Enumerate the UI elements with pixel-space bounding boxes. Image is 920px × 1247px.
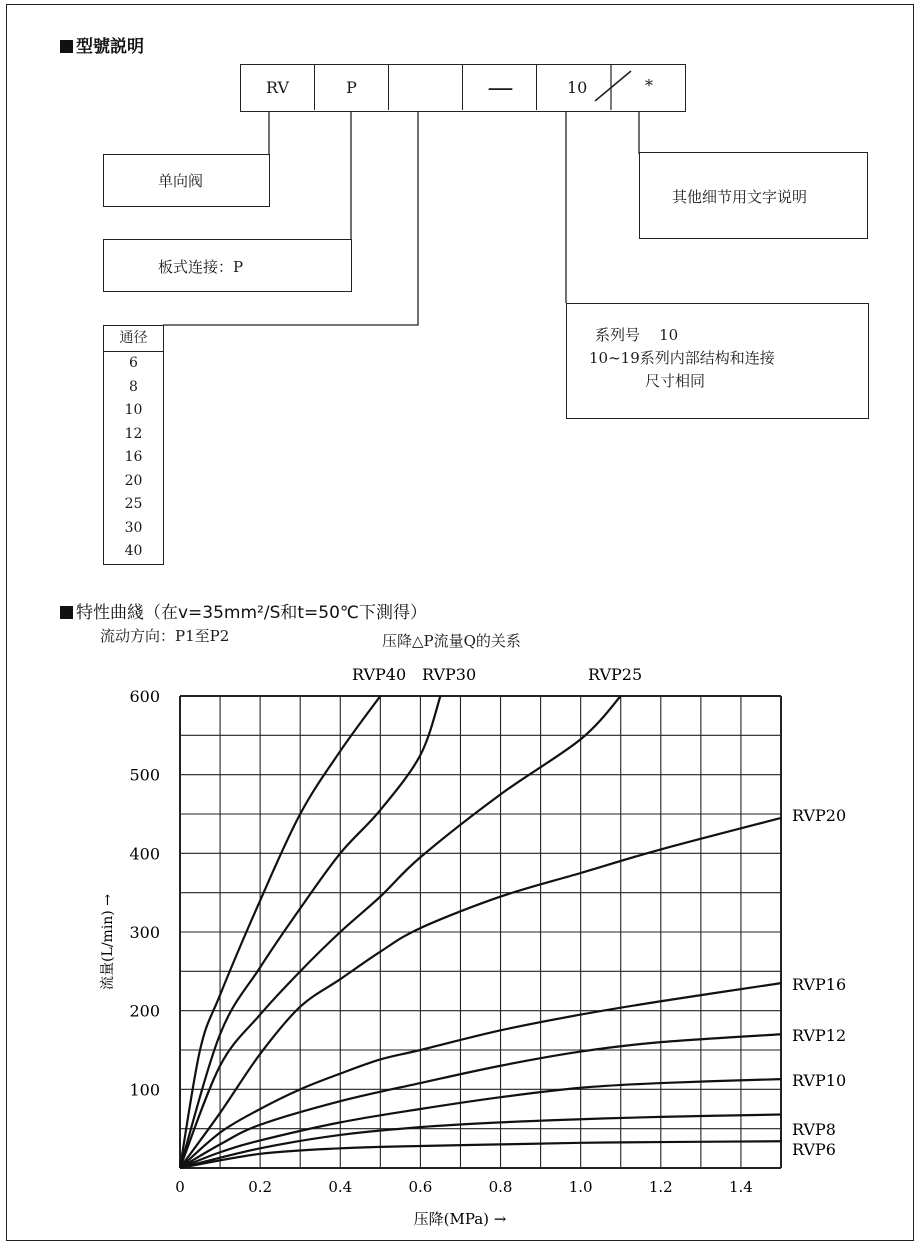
curve-section-title [60, 598, 427, 623]
diameter-row: 6 [129, 355, 138, 371]
diameter-row: 12 [124, 425, 143, 442]
series-label-rvp8: RVP8 [792, 1120, 836, 1139]
x-tick-label: 1.2 [648, 1178, 673, 1196]
code-cell-other: * [645, 76, 653, 95]
series-description-label: 10~19系列内部结构和连接 [589, 349, 775, 367]
code-cell-p: P [315, 65, 389, 110]
flow-direction-text: 流动方向：P1至P2 [100, 627, 230, 645]
y-axis-label: 流量(L/min) → [100, 894, 116, 990]
plate-connection-label: 板式连接：P [158, 258, 244, 276]
diameter-row: 20 [124, 472, 143, 489]
series-label-rvp40: RVP40 [352, 665, 407, 684]
x-tick-label: 1.4 [729, 1178, 753, 1196]
series-box [566, 303, 869, 419]
y-tick-label: 600 [129, 687, 160, 706]
other-details-label: 其他细节用文字说明 [672, 188, 808, 206]
chart-grid [180, 696, 781, 1168]
x-tick-label: 0.4 [328, 1178, 353, 1196]
series-label-rvp10: RVP10 [792, 1071, 847, 1090]
x-tick-label: 0.2 [248, 1178, 273, 1196]
series-label-rvp6: RVP6 [792, 1140, 836, 1159]
square-bullet-icon [60, 606, 73, 619]
y-tick-label: 500 [129, 765, 160, 785]
characteristic-chart [0, 650, 920, 1247]
check-valve-label: 单向阀 [158, 172, 204, 190]
diameter-row: 10 [124, 402, 143, 418]
series-description-cont: 尺寸相同 [645, 372, 706, 390]
diameter-row: 25 [124, 496, 143, 512]
y-tick-label: 100 [129, 1080, 160, 1100]
code-cell-rv: RV [241, 65, 315, 110]
series-label-rvp20: RVP20 [792, 806, 847, 825]
series-label-rvp25: RVP25 [588, 665, 643, 684]
model-title-text: 型號説明 [76, 37, 144, 57]
curve-title-text: 特性曲綫（在v=35mm²/S和t=50℃下測得） [76, 603, 428, 623]
diameter-table-header: 通径 [104, 326, 163, 352]
series-label-rvp16: RVP16 [792, 975, 847, 994]
series-label-rvp30: RVP30 [422, 665, 477, 684]
plate-connection-box [103, 239, 352, 292]
diameter-row: 40 [124, 543, 143, 559]
chart-labels [99, 665, 846, 1228]
y-tick-label: 300 [129, 923, 160, 942]
relation-text: 压降△P流量Q的关系 [382, 632, 521, 650]
x-tick-label: 1.0 [568, 1178, 593, 1196]
y-tick-label: 200 [129, 1001, 160, 1021]
code-cell-dash: — [463, 65, 537, 110]
series-number-label: 系列号 10 [595, 326, 679, 344]
code-cell-series: 10 [567, 78, 588, 97]
x-tick-label: 0.8 [488, 1178, 513, 1196]
x-axis-label: 压降(MPa) → [413, 1210, 507, 1228]
diameter-row: 30 [124, 519, 143, 536]
diameter-row: 16 [124, 449, 143, 465]
diameter-table [103, 325, 164, 565]
y-tick-label: 400 [129, 844, 160, 864]
series-line-rvp12 [180, 1034, 781, 1168]
diameter-row: 8 [129, 378, 138, 395]
x-tick-label: 0.6 [408, 1178, 433, 1196]
check-valve-box [103, 154, 270, 207]
other-details-box [639, 152, 868, 239]
series-label-rvp12: RVP12 [792, 1026, 847, 1045]
x-tick-label: 0 [175, 1178, 185, 1196]
